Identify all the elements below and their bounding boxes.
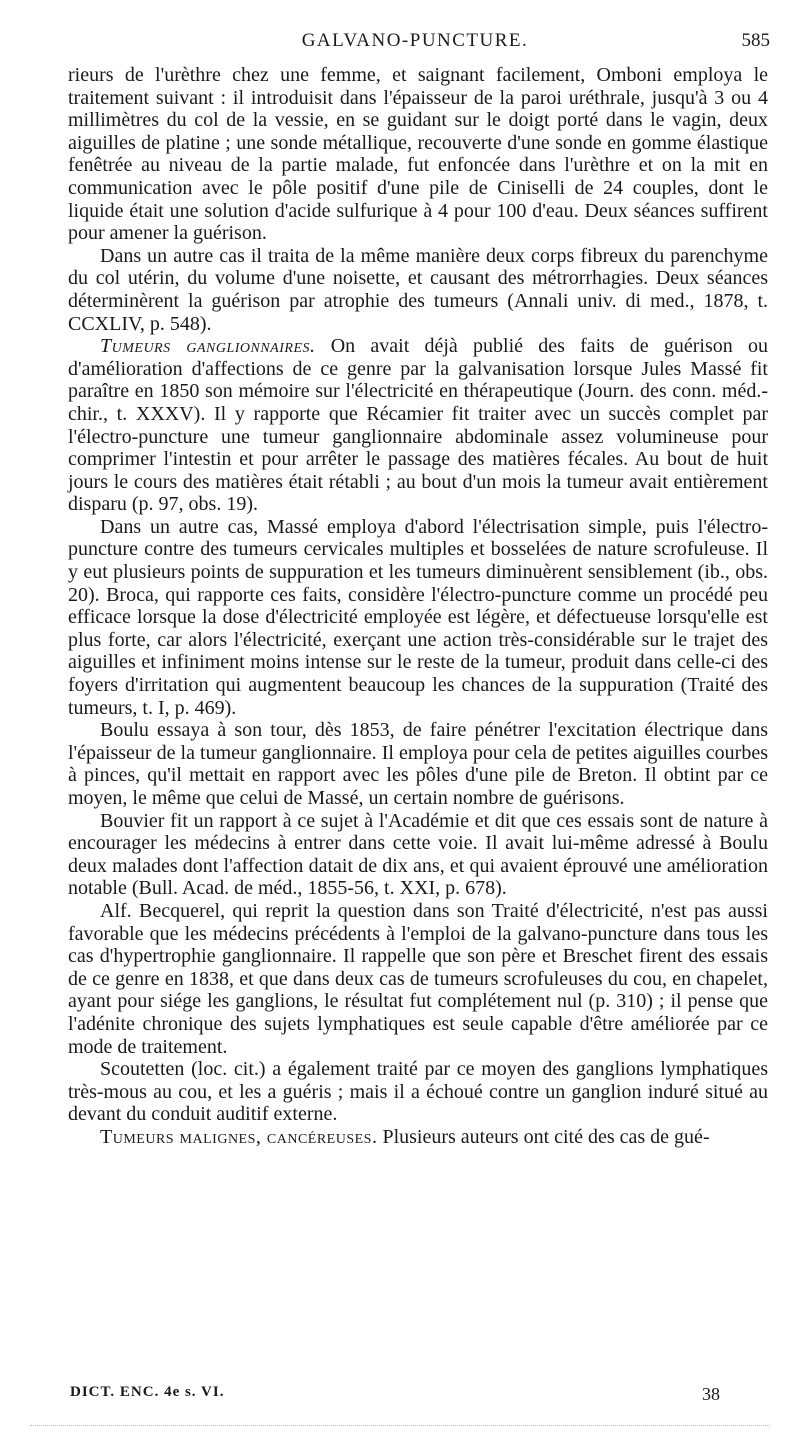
scan-edge-line (30, 1425, 770, 1428)
paragraph-fibroids: Dans un autre cas il traita de la même manière deux corps fibreux du parenchyme du col utérin, du volume d'une noisette, et causant des métrorrhagies. Deux séances déterminèrent la guérison par atrophie des tumeurs (Annali univ. di med., 1878, t. CCXLIV, p. 548). (68, 244, 768, 335)
section-heading-malignant: Tumeurs malignes, cancéreuses. (100, 1125, 378, 1148)
running-head: GALVANO-PUNCTURE. (301, 30, 529, 51)
paragraph-becquerel: Alf. Becquerel, qui reprit la question dans son Traité d'électricité, n'est pas aussi favorable que les médecins précédents à l'emploi de la galvano-puncture dans tous les cas d'hypertrophie ganglionnaire. Il rappelle que son père et Breschet firent des essais de ce genre en 1838, et que dans deux cas de tumeurs scrofuleuses du cou, en chapelet, ayant pour siége les ganglions, le résultat fut complétement nul (p. 310) ; il pense que l'adénite chronique des sujets lymphatiques est seule capable d'être améliorée par ce mode de traitement. (68, 899, 768, 1058)
page-header (60, 30, 770, 60)
paragraph-bouvier: Bouvier fit un rapport à ce sujet à l'Académie et dit que ces essais sont de nature à encourager les médecins à entrer dans cette voie. Il avait lui-même adressé à Boulu deux malades dont l'affection datait de dix ans, et qui avaient éprouvé une amélioration notable (Bull. Acad. de méd., 1855-56, t. XXI, p. 678). (68, 809, 768, 900)
section-heading-ganglionic: Tumeurs ganglionnaires. (100, 335, 316, 358)
paragraph-omboni-urethra: rieurs de l'urèthre chez une femme, et saignant facilement, Omboni employa le traitement suivant : il introduisit dans l'épaisseur de la paroi uréthrale, jusqu'à 3 ou 4 millimètres du col de la vessie, en se guidant sur le doigt porté dans le vagin, deux aiguilles de platine ; une sonde métallique, recouverte d'une sonde en gomme élastique fenêtrée au niveau de la partie malade, fut enfoncée dans l'urèthre et on la mit en communication avec le pôle positif d'une pile de Ciniselli de 24 couples, dont le liquide était une solution d'acide sulfurique à 4 pour 100 d'eau. Deux séances suffirent pour amener la guérison. (68, 64, 768, 245)
paragraph-malignant-tumors: Tumeurs malignes, cancéreuses. Plusieurs auteurs ont cité des cas de gué- (100, 1125, 710, 1148)
body-text (68, 64, 768, 1149)
paragraph-boulu: Boulu essaya à son tour, dès 1853, de faire pénétrer l'excitation électrique dans l'épaisseur de la tumeur ganglionnaire. Il employa pour cela de petites aiguilles courbes à pinces, qu'il mettait en rapport avec les pôles d'une pile de Breton. Il obtint par ce moyen, le même que celui de Massé, un certain nombre de guérisons. (68, 719, 768, 809)
page-footer (70, 1384, 720, 1410)
printer-signature: DICT. ENC. 4e s. VI. (70, 1384, 225, 1400)
page-number: 585 (741, 30, 770, 51)
signature-number: 38 (702, 1384, 720, 1404)
paragraph-masse-broca: Dans un autre cas, Massé employa d'abord l'électrisation simple, puis l'électro-puncture contre des tumeurs cervicales multiples et bosselées de nature scrofuleuse. Il y eut plusieurs points de suppuration et les tumeurs diminuèrent sensiblement (ib., obs. 20). Broca, qui rapporte ces faits, considère l'électro-puncture comme un procédé peu efficace lorsque la dose d'électricité employée est légère, et défectueuse lorsqu'elle est plus forte, car alors l'électricité, exerçant une action très-considérable sur le trajet des aiguilles et infiniment moins intense sur le reste de la tumeur, produit dans celle-ci des foyers d'irritation qui augmentent beaucoup les chances de la suppuration (Traité des tumeurs, t. I, p. 469). (68, 515, 768, 719)
paragraph-ganglionic-tumors: Tumeurs ganglionnaires. On avait déjà publié des faits de guérison ou d'amélioration d'affections de ce genre par la galvanisation lorsque Jules Massé fit paraître en 1850 son mémoire sur l'électricité en thérapeutique (Journ. des conn. méd.-chir., t. XXXV). Il y rapporte que Récamier fit traiter avec un succès complet par l'électro-puncture une tumeur ganglionnaire abdominale assez volumineuse pour comprimer l'intestin et pour arrêter le passage des matières fécales. Au bout de huit jours le cours des matières était rétabli ; au bout d'un mois la tumeur avait entièrement disparu (p. 97, obs. 19). (68, 335, 768, 516)
paragraph-scoutetten: Scoutetten (loc. cit.) a également traité par ce moyen des ganglions lymphatiques très-mous au cou, et les a guéris ; mais il a échoué contre un ganglion induré situé au devant du conduit auditif externe. (68, 1058, 768, 1126)
